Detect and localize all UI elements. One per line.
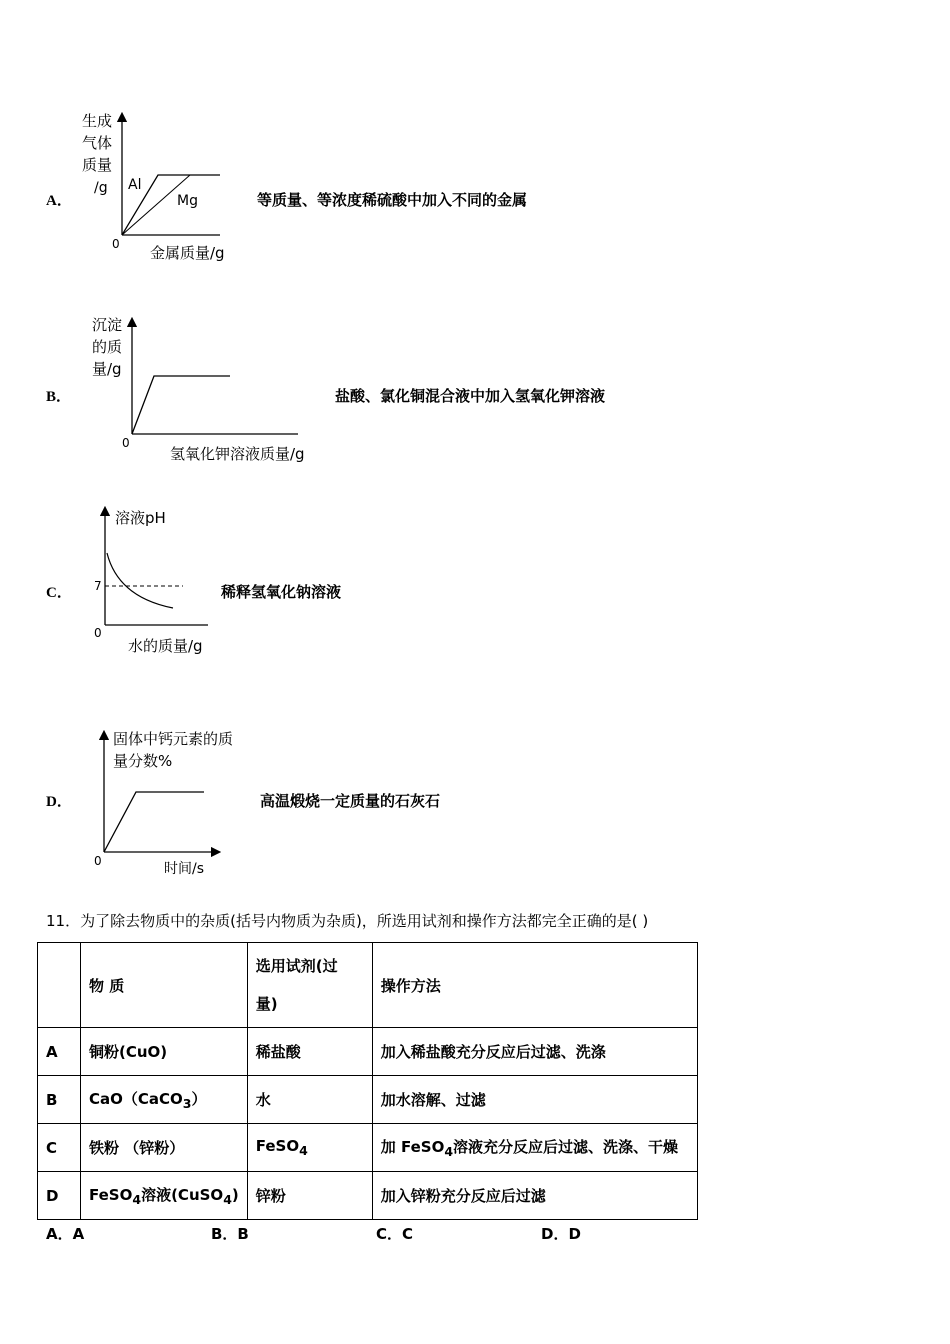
graph-a-xlabel: 金属质量/g (150, 244, 225, 262)
table-cell-method: 加水溶解、过滤 (372, 1076, 697, 1124)
table-row (38, 1076, 698, 1124)
table-cell-substance: 铜粉(CuO) (81, 1028, 248, 1076)
table-header-row (38, 943, 698, 1028)
table-cell-id: D (38, 1172, 81, 1220)
question-11-table (37, 942, 698, 1220)
graph-a-ylabel-4: /g (94, 180, 108, 196)
table-header-substance: 物 质 (81, 943, 248, 1028)
table-header-reagent: 选用试剂(过 量) (247, 943, 372, 1028)
table-cell-method: 加入稀盐酸充分反应后过滤、洗涤 (372, 1028, 697, 1076)
table-cell-reagent: FeSO$_4$ (247, 1124, 372, 1172)
choice-a[interactable]: A．A (46, 1225, 85, 1243)
table-cell-id: A (38, 1028, 81, 1076)
question-11-text: 11．为了除去物质中的杂质(括号内物质为杂质)，所选用试剂和操作方法都完全正确的是( ) (46, 912, 649, 930)
graph-b-ylabel-3: 量/g (92, 360, 122, 378)
graph-b-ylabel-1: 沉淀 (92, 316, 123, 334)
graph-a-origin: 0 (112, 237, 120, 251)
option-a-description: 等质量、等浓度稀硫酸中加入不同的金属 (257, 191, 528, 209)
option-c-label: C． (46, 585, 72, 601)
table-row (38, 1172, 698, 1220)
table-cell-substance: CaO（CaCO$_3$） (81, 1076, 248, 1124)
graph-d-ylabel-1: 固体中钙元素的质 (113, 730, 234, 748)
option-d-label: D． (46, 794, 72, 810)
graph-b-ylabel-2: 的质 (92, 338, 123, 356)
table-row (38, 1028, 698, 1076)
table-cell-id: C (38, 1124, 81, 1172)
option-b-label: B． (46, 389, 72, 405)
choice-d[interactable]: D．D (541, 1225, 581, 1243)
graph-a-ylabel-3: 质量 (82, 156, 113, 174)
graph-a-mg-label: Mg (177, 193, 198, 209)
graph-d (88, 725, 278, 880)
graph-c-origin: 0 (94, 626, 102, 640)
graph-b-line (132, 376, 230, 434)
graph-d-ylabel-2: 量分数% (113, 752, 173, 770)
graph-a (80, 105, 260, 270)
table-cell-method: 加 FeSO$_4$溶液充分反应后过滤、洗涤、干燥 (372, 1124, 697, 1172)
graph-c-curve (107, 553, 173, 608)
graph-b (88, 312, 338, 467)
graph-c-tick-7: 7 (94, 579, 102, 593)
graph-d-line (104, 792, 204, 852)
option-a-label: A． (46, 193, 72, 209)
graph-a-ylabel-2: 气体 (82, 134, 113, 152)
option-b-description: 盐酸、氯化铜混合液中加入氢氧化钾溶液 (335, 387, 606, 405)
graph-a-al-label: Al (128, 177, 142, 193)
table-cell-substance: 铁粉 （锌粉） (81, 1124, 248, 1172)
table-cell-reagent: 锌粉 (247, 1172, 372, 1220)
option-c-description: 稀释氢氧化钠溶液 (221, 583, 342, 601)
choice-b[interactable]: B．B (211, 1225, 249, 1243)
table-cell-reagent: 水 (247, 1076, 372, 1124)
graph-c-xlabel: 水的质量/g (128, 637, 203, 655)
choice-c[interactable]: C．C (376, 1225, 414, 1243)
graph-c-ylabel: 溶液pH (115, 509, 166, 527)
table-cell-id: B (38, 1076, 81, 1124)
graph-d-xlabel: 时间/s (164, 861, 205, 877)
table-row (38, 1124, 698, 1172)
option-d-description: 高温煅烧一定质量的石灰石 (260, 792, 441, 810)
table-cell-substance: FeSO$_4$溶液(CuSO$_4$) (81, 1172, 248, 1220)
table-header-method: 操作方法 (372, 943, 697, 1028)
graph-d-origin: 0 (94, 854, 102, 868)
table-cell-method: 加入锌粉充分反应后过滤 (372, 1172, 697, 1220)
graph-c (88, 505, 228, 660)
table-cell-reagent: 稀盐酸 (247, 1028, 372, 1076)
graph-b-origin: 0 (122, 436, 130, 450)
graph-b-xlabel: 氢氧化钾溶液质量/g (170, 445, 305, 463)
graph-a-ylabel-1: 生成 (82, 112, 113, 130)
table-header-empty (38, 943, 81, 1028)
